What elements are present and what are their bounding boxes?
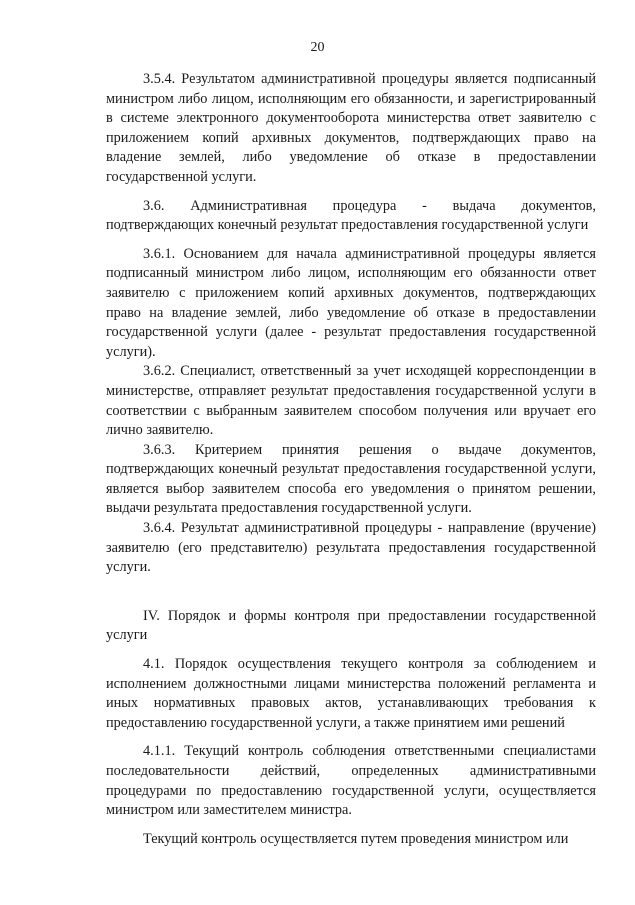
paragraph-3-6-1: 3.6.1. Основанием для начала административной процедуры является подписанный министром либо лицом, исполняющим его обязанности ответ заявителю с приложением копий архивных документов, подтверждающих право на владение землей, либо уведомление об отказе в предоставлении государственной услуги (далее - результат предоставления государственной услуги). bbox=[106, 245, 596, 360]
paragraph-3-6-4: 3.6.4. Результат административной процедуры - направление (вручение) заявителю (его представителю) результата предоставления государственной услуги. bbox=[106, 520, 596, 576]
paragraph-3-6-2: 3.6.2. Специалист, ответственный за учет исходящей корреспонденции в министерстве, отправляет результат предоставления государственной услуги в соответствии с выбранным заявителем способом получения или вручает его лично заявителю. bbox=[106, 363, 596, 439]
paragraph-3-6-heading: 3.6. Административная процедура - выдача документов, подтверждающих конечный результат предоставления государственной услуги bbox=[106, 197, 596, 234]
paragraph-current-control: Текущий контроль осуществляется путем проведения министром или bbox=[143, 830, 569, 847]
paragraph-3-5-4: 3.5.4. Результатом административной процедуры является подписанный министром либо лицом, исполняющим его обязанности, и зарегистрированный в системе электронного документооборота министерства ответ заявителю с приложением копий архивных документов, подтверждающих право на владение землей, либо уведомление об отказе в предоставлении государственной услуги. bbox=[106, 71, 596, 185]
section-iv-heading: IV. Порядок и формы контроля при предоставлении государственной услуги bbox=[106, 607, 596, 644]
page-number: 20 bbox=[310, 40, 325, 55]
paragraph-4-1-1: 4.1.1. Текущий контроль соблюдения ответственными специалистами последовательности действий, определенных административными процедурами по предоставлению государственной услуги, осуществляется министром или заместителем министра. bbox=[106, 743, 596, 819]
paragraph-4-1: 4.1. Порядок осуществления текущего контроля за соблюдением и исполнением должностными лицами министерства положений регламента и иных нормативных правовых актов, устанавливающих требования к предоставлению государственной услуги, а также принятием ими решений bbox=[106, 656, 596, 731]
paragraph-3-6-3: 3.6.3. Критерием принятия решения о выдаче документов, подтверждающих конечный результат предоставления государственной услуги, является выбор заявителем способа его уведомления о принятом решении, выдачи результата предоставления государственной услуги. bbox=[106, 441, 596, 517]
document-body bbox=[106, 70, 596, 849]
